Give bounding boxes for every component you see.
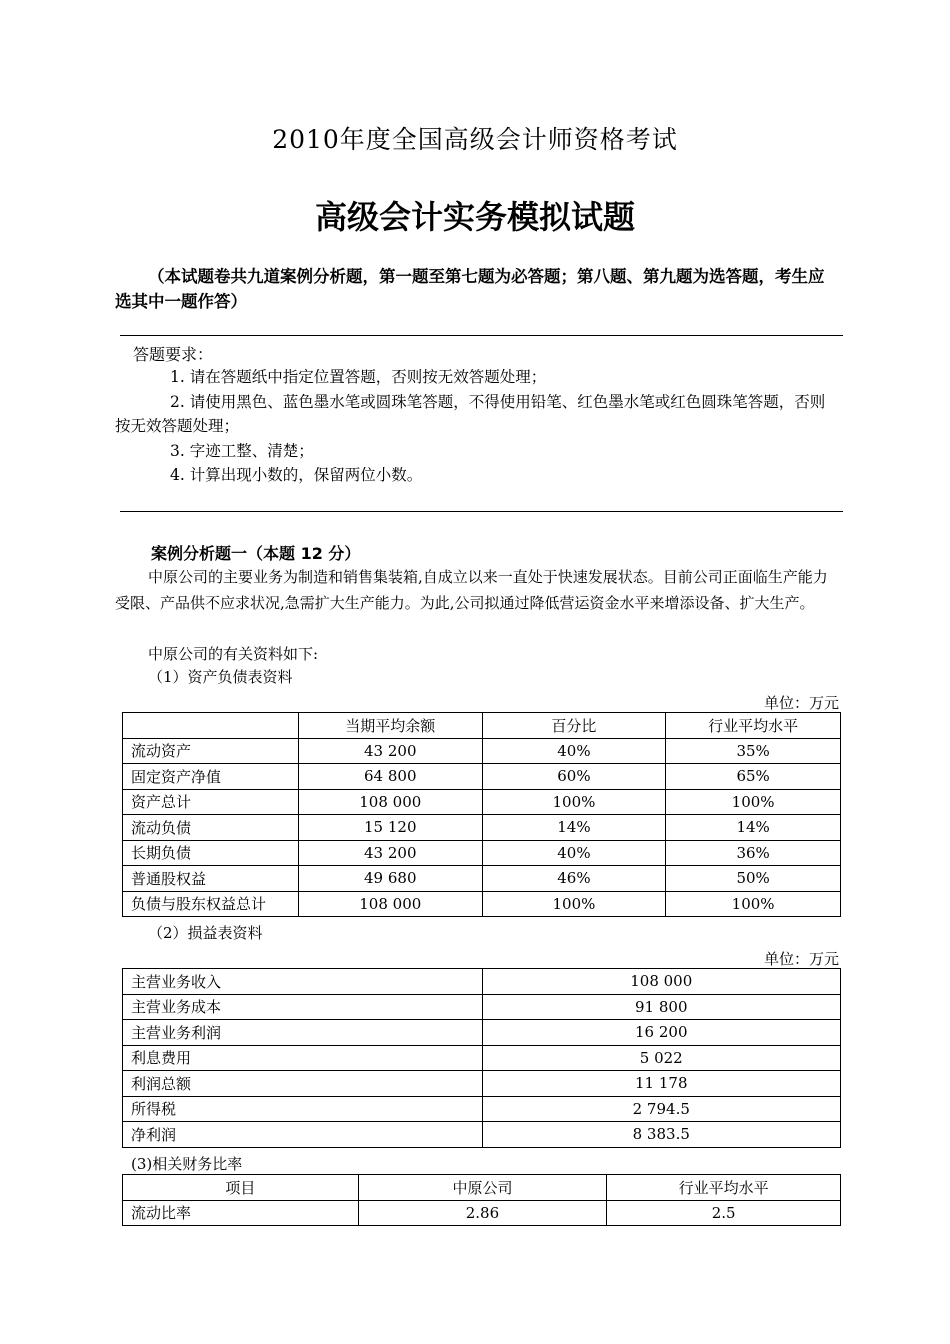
table-cell: 资产总计	[123, 789, 299, 815]
requirements-heading: 答题要求：	[133, 345, 214, 364]
table-cell: 2.86	[358, 1200, 607, 1226]
table-row	[123, 815, 841, 841]
table-cell: 36%	[666, 840, 841, 866]
table-cell: 11 178	[482, 1071, 840, 1097]
table-cell: 91 800	[482, 994, 840, 1020]
table-row	[123, 764, 841, 790]
financial-ratios-table	[122, 1174, 841, 1226]
table-row	[123, 866, 841, 892]
requirement-item: 1. 请在答题纸中指定位置答题，否则按无效答题处理；	[170, 368, 547, 386]
table-row	[123, 1096, 841, 1122]
table-row	[123, 1122, 841, 1148]
table-cell: 流动负债	[123, 815, 299, 841]
table-header-cell: 项目	[123, 1175, 359, 1201]
divider-bottom	[120, 511, 843, 512]
table-cell: 2 794.5	[482, 1096, 840, 1122]
case-paragraph: 中原公司的有关资料如下:	[148, 645, 319, 663]
table-cell: 15 120	[298, 815, 482, 841]
table-header-cell: 当期平均余额	[298, 713, 482, 739]
table-cell: 所得税	[123, 1096, 483, 1122]
table-header-row	[123, 713, 841, 739]
table-row	[123, 840, 841, 866]
table-row	[123, 1045, 841, 1071]
table-cell: 49 680	[298, 866, 482, 892]
table-cell: 流动比率	[123, 1200, 359, 1226]
table-cell: 长期负债	[123, 840, 299, 866]
table-cell: 64 800	[298, 764, 482, 790]
table-cell: 利息费用	[123, 1045, 483, 1071]
exam-title: 2010年度全国高级会计师资格考试	[272, 125, 678, 154]
table-row	[123, 969, 841, 995]
table-cell: 5 022	[482, 1045, 840, 1071]
table-cell: 14%	[666, 815, 841, 841]
table-header-cell: 行业平均水平	[666, 713, 841, 739]
table-header-cell: 中原公司	[358, 1175, 607, 1201]
table-cell: 主营业务收入	[123, 969, 483, 995]
unit-label: 单位：万元	[763, 950, 839, 968]
table-cell: 负债与股东权益总计	[123, 891, 299, 917]
requirement-item: 4. 计算出现小数的，保留两位小数。	[170, 466, 423, 484]
balance-sheet-table	[122, 712, 841, 917]
table-cell: 8 383.5	[482, 1122, 840, 1148]
table-cell: 2.5	[607, 1200, 841, 1226]
table-cell: 100%	[482, 891, 666, 917]
table-cell: 108 000	[298, 789, 482, 815]
table-cell: 100%	[482, 789, 666, 815]
table-cell: 108 000	[298, 891, 482, 917]
table-header-cell	[123, 713, 299, 739]
exam-intro: （本试题卷共九道案例分析题，第一题至第七题为必答题；第八题、第九题为选答题，考生应选其中一题作答）	[115, 267, 825, 311]
income-statement-table	[122, 968, 841, 1148]
table-cell: 108 000	[482, 969, 840, 995]
table-header-row	[123, 1175, 841, 1201]
table-row	[123, 994, 841, 1020]
table-row	[123, 1071, 841, 1097]
table-row	[123, 738, 841, 764]
requirement-item: 2. 请使用黑色、蓝色墨水笔或圆珠笔答题，不得使用铅笔、红色墨水笔或红色圆珠笔答题，否则按无效答题处理；	[115, 392, 826, 435]
requirements-list	[115, 365, 839, 488]
table-cell: 100%	[666, 891, 841, 917]
table-cell: 主营业务利润	[123, 1020, 483, 1046]
table-row	[123, 891, 841, 917]
section-label-income: （2）损益表资料	[148, 924, 263, 942]
case-title: 案例分析题一（本题 12 分）	[151, 544, 361, 563]
paper-title: 高级会计实务模拟试题	[314, 198, 635, 236]
table-row	[123, 1020, 841, 1046]
table-cell: 40%	[482, 840, 666, 866]
table-cell: 100%	[666, 789, 841, 815]
requirement-item: 3. 字迹工整、清楚；	[170, 441, 314, 460]
table-cell: 固定资产净值	[123, 764, 299, 790]
table-cell: 40%	[482, 738, 666, 764]
table-row	[123, 789, 841, 815]
unit-label: 单位：万元	[763, 694, 839, 712]
section-label-balance: （1）资产负债表资料	[148, 668, 293, 686]
table-cell: 16 200	[482, 1020, 840, 1046]
table-cell: 43 200	[298, 738, 482, 764]
table-cell: 60%	[482, 764, 666, 790]
table-cell: 净利润	[123, 1122, 483, 1148]
table-cell: 35%	[666, 738, 841, 764]
table-cell: 流动资产	[123, 738, 299, 764]
divider-top	[120, 335, 843, 336]
table-header-cell: 行业平均水平	[607, 1175, 841, 1201]
section-label-ratios: (3)相关财务比率	[131, 1155, 243, 1173]
table-cell: 主营业务成本	[123, 994, 483, 1020]
table-cell: 65%	[666, 764, 841, 790]
table-cell: 14%	[482, 815, 666, 841]
table-cell: 46%	[482, 866, 666, 892]
table-cell: 43 200	[298, 840, 482, 866]
table-cell: 50%	[666, 866, 841, 892]
table-cell: 利润总额	[123, 1071, 483, 1097]
case-paragraph: 中原公司的主要业务为制造和销售集装箱,自成立以来一直处于快速发展状态。目前公司正面临生产能力受限、产品供不应求状况,急需扩大生产能力。为此,公司拟通过降低营运资金水平来增添设备、扩大生产。	[115, 568, 828, 612]
table-cell: 普通股权益	[123, 866, 299, 892]
table-row	[123, 1200, 841, 1226]
table-header-cell: 百分比	[482, 713, 666, 739]
